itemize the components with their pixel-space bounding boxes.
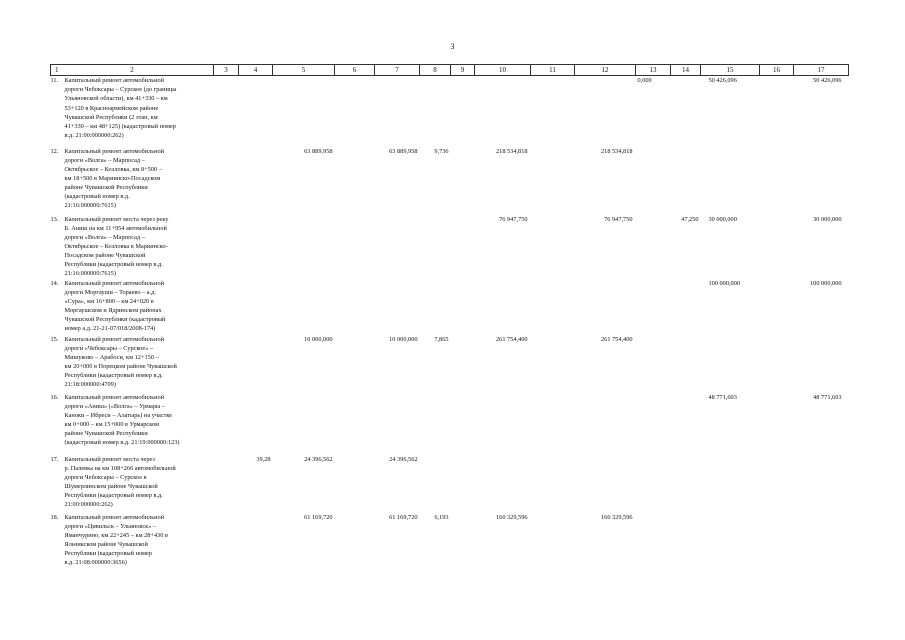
cell-col-16 xyxy=(760,393,794,455)
cell-col-6 xyxy=(335,455,375,513)
cell-col-16 xyxy=(760,215,794,279)
cell-col-15 xyxy=(701,147,760,215)
cell-col-14 xyxy=(671,279,701,335)
row-description: Капитальный ремонт моста через реку Б. Аниш на км 11+954 автомобильной дороги «Волга» – Марпосад – Октябрьское – Козловка в Мариинско- Посадском районе Чувашской Республики (кадастровый номер в.д. 21:16:000000:7615) xyxy=(64,215,169,278)
cell-col-7 xyxy=(375,215,420,279)
cell-col-15 xyxy=(701,335,760,393)
column-header: 15 xyxy=(701,65,760,76)
cell-col-16 xyxy=(760,513,794,575)
cell-col-3 xyxy=(214,335,239,393)
cell-col-4 xyxy=(239,513,273,575)
cell-col-17 xyxy=(794,513,849,575)
cell-col-13 xyxy=(636,513,671,575)
cell-col-8 xyxy=(420,393,451,455)
row-description: Капитальный ремонт автомобильной дороги «Аниш» («Волга» – Урмары – Каноки – Ибреси – Алатырь) на участке км 0+000 – км 15+000 в Урмарском районе Чувашской Республики (кадастровый номер в.д. 21:19:000000:123) xyxy=(64,393,180,447)
cell-col-12: 160 329,596 xyxy=(601,513,633,521)
cell-col-6 xyxy=(335,76,375,147)
cell-col-15: 30 000,000 xyxy=(708,215,737,223)
cell-col-5: 24 396,562 xyxy=(304,455,333,463)
cell-col-9 xyxy=(451,279,475,335)
row-description-cell xyxy=(51,393,214,455)
cell-col-14 xyxy=(671,513,701,575)
cell-col-17: 50 426,096 xyxy=(813,77,842,85)
repair-schedule-table xyxy=(50,64,849,575)
cell-col-8 xyxy=(420,279,451,335)
cell-col-13 xyxy=(636,147,671,215)
cell-col-9 xyxy=(451,147,475,215)
cell-col-3 xyxy=(214,513,239,575)
cell-col-6 xyxy=(335,215,375,279)
cell-col-6 xyxy=(335,335,375,393)
column-header-1-2 xyxy=(51,65,214,76)
cell-col-10: 76 947,750 xyxy=(499,215,528,223)
row-description-cell xyxy=(51,76,214,147)
row-number: 11. xyxy=(50,77,59,85)
cell-col-9 xyxy=(451,76,475,147)
column-header: 1 xyxy=(55,66,59,74)
cell-col-17 xyxy=(794,335,849,393)
cell-col-3 xyxy=(214,393,239,455)
cell-col-5: 61 169,720 xyxy=(304,513,333,521)
cell-col-11 xyxy=(531,455,575,513)
cell-col-11 xyxy=(531,513,575,575)
cell-col-6 xyxy=(335,147,375,215)
cell-col-14 xyxy=(671,76,701,147)
column-header: 8 xyxy=(420,65,451,76)
row-description-cell xyxy=(51,279,214,335)
column-header: 16 xyxy=(760,65,794,76)
cell-col-14: 47,250 xyxy=(681,215,699,223)
cell-col-7: 10 000,000 xyxy=(389,335,418,343)
column-header: 6 xyxy=(335,65,375,76)
cell-col-7 xyxy=(375,393,420,455)
cell-col-15 xyxy=(701,513,760,575)
row-number: 17. xyxy=(50,455,59,463)
cell-col-4 xyxy=(239,147,273,215)
column-header: 11 xyxy=(531,65,575,76)
cell-col-7: 63 889,958 xyxy=(389,147,418,155)
row-description-cell xyxy=(51,513,214,575)
cell-col-8: 7,865 xyxy=(434,335,449,343)
cell-col-6 xyxy=(335,393,375,455)
cell-col-11 xyxy=(531,215,575,279)
cell-col-5 xyxy=(273,215,335,279)
cell-col-8 xyxy=(420,215,451,279)
cell-col-4 xyxy=(239,215,273,279)
row-description-cell xyxy=(51,147,214,215)
cell-col-12 xyxy=(575,393,636,455)
cell-col-17: 48 771,603 xyxy=(813,393,842,401)
cell-col-3 xyxy=(214,215,239,279)
table-row xyxy=(51,393,849,455)
row-description-cell xyxy=(51,455,214,513)
cell-col-4 xyxy=(239,76,273,147)
cell-col-10: 261 754,400 xyxy=(496,335,528,343)
column-header: 13 xyxy=(636,65,671,76)
column-header: 5 xyxy=(273,65,335,76)
cell-col-14 xyxy=(671,147,701,215)
cell-col-17 xyxy=(794,455,849,513)
cell-col-8 xyxy=(420,455,451,513)
cell-col-12: 76 947,750 xyxy=(604,215,633,223)
cell-col-12 xyxy=(575,76,636,147)
cell-col-10 xyxy=(475,279,531,335)
cell-col-17: 100 000,000 xyxy=(810,279,842,287)
cell-col-8: 9,736 xyxy=(434,147,449,155)
cell-col-15: 48 771,603 xyxy=(708,393,737,401)
cell-col-9 xyxy=(451,393,475,455)
cell-col-7 xyxy=(375,279,420,335)
cell-col-16 xyxy=(760,76,794,147)
cell-col-11 xyxy=(531,147,575,215)
table-body xyxy=(51,76,849,575)
cell-col-4: 39,28 xyxy=(256,455,271,463)
column-header: 17 xyxy=(794,65,849,76)
cell-col-11 xyxy=(531,76,575,147)
cell-col-11 xyxy=(531,279,575,335)
cell-col-13 xyxy=(636,393,671,455)
row-number: 15. xyxy=(50,335,59,343)
cell-col-7: 24 396,562 xyxy=(389,455,418,463)
cell-col-3 xyxy=(214,76,239,147)
cell-col-15 xyxy=(701,455,760,513)
row-number: 18. xyxy=(50,513,59,521)
row-description-cell xyxy=(51,215,214,279)
cell-col-3 xyxy=(214,147,239,215)
cell-col-9 xyxy=(451,513,475,575)
table-row xyxy=(51,279,849,335)
cell-col-12 xyxy=(575,455,636,513)
cell-col-15: 50 426,096 xyxy=(708,77,737,85)
cell-col-15: 100 000,000 xyxy=(708,279,740,287)
cell-col-11 xyxy=(531,393,575,455)
cell-col-16 xyxy=(760,455,794,513)
column-header: 7 xyxy=(375,65,420,76)
row-number: 16. xyxy=(50,393,59,401)
table-row xyxy=(51,455,849,513)
cell-col-4 xyxy=(239,279,273,335)
cell-col-16 xyxy=(760,335,794,393)
cell-col-17: 30 000,000 xyxy=(813,215,842,223)
cell-col-4 xyxy=(239,335,273,393)
table-row xyxy=(51,76,849,147)
cell-col-7: 61 169,720 xyxy=(389,513,418,521)
row-description: Капитальный ремонт автомобильной дороги Моргауши – Тораево – а.д. «Сура», км 16+800 – км 24+020 в Моргаушском и Ядринском районах Чувашской Республики (кадастровый номер а.д. 21-21-07/018/2008-174) xyxy=(64,279,166,333)
column-number-header xyxy=(51,65,849,76)
cell-col-12 xyxy=(575,279,636,335)
cell-col-5: 63 889,958 xyxy=(304,147,333,155)
cell-col-6 xyxy=(335,279,375,335)
cell-col-5: 10 000,000 xyxy=(304,335,333,343)
cell-col-9 xyxy=(451,335,475,393)
row-number: 12. xyxy=(50,147,59,155)
table-row xyxy=(51,215,849,279)
cell-col-10 xyxy=(475,393,531,455)
table-row xyxy=(51,335,849,393)
cell-col-10: 160 329,596 xyxy=(496,513,528,521)
cell-col-13 xyxy=(636,279,671,335)
row-description: Капитальный ремонт автомобильной дороги «Цивильск – Ульяновск» – Яманчурино, км 22+245 – км 28+430 в Яльчикском районе Чувашской Республики (кадастровый номер в.д. 21:08:000000:3656) xyxy=(64,513,168,567)
cell-col-13 xyxy=(636,335,671,393)
cell-col-12: 261 754,400 xyxy=(601,335,633,343)
cell-col-16 xyxy=(760,147,794,215)
cell-col-13 xyxy=(636,215,671,279)
cell-col-12: 218 534,818 xyxy=(601,147,633,155)
cell-col-17 xyxy=(794,147,849,215)
cell-col-4 xyxy=(239,393,273,455)
cell-col-3 xyxy=(214,279,239,335)
cell-col-3 xyxy=(214,455,239,513)
row-number: 13. xyxy=(50,215,59,223)
cell-col-7 xyxy=(375,76,420,147)
cell-col-10 xyxy=(475,76,531,147)
cell-col-13: 0,000 xyxy=(637,77,652,85)
cell-col-16 xyxy=(760,279,794,335)
cell-col-8: 6,193 xyxy=(434,513,449,521)
row-number: 14. xyxy=(50,279,59,287)
cell-col-14 xyxy=(671,455,701,513)
column-header: 9 xyxy=(451,65,475,76)
cell-col-5 xyxy=(273,393,335,455)
table-row xyxy=(51,513,849,575)
column-header: 14 xyxy=(671,65,701,76)
cell-col-13 xyxy=(636,455,671,513)
cell-col-10 xyxy=(475,455,531,513)
row-description: Капитальный ремонт моста через р. Палевка на км 108+266 автомобильной дороги Чебоксары – Сурское в Шумерлинском районе Чувашской Республики (кадастровый номер в.д. 21:00:000000:262) xyxy=(64,455,176,509)
cell-col-6 xyxy=(335,513,375,575)
cell-col-8 xyxy=(420,76,451,147)
table-row xyxy=(51,147,849,215)
cell-col-9 xyxy=(451,455,475,513)
cell-col-5 xyxy=(273,76,335,147)
column-header: 4 xyxy=(239,65,273,76)
cell-col-14 xyxy=(671,393,701,455)
cell-col-10: 218 534,818 xyxy=(496,147,528,155)
cell-col-14 xyxy=(671,335,701,393)
column-header: 12 xyxy=(575,65,636,76)
row-description-cell xyxy=(51,335,214,393)
page-number: 3 xyxy=(450,42,455,51)
cell-col-9 xyxy=(451,215,475,279)
row-description: Капитальный ремонт автомобильной дороги «Волга» – Марпосад – Октябрьское – Козловка, км 8+500 – км 18+500 в Мариинско-Посадском районе Чувашской Республики (кадастровый номер в.д. 21:16:000000:7615) xyxy=(64,147,164,210)
row-description: Капитальный ремонт автомобильной дороги Чебоксары – Сурское (до границы Ульяновской области), км 41+330 – км 53+120 в Красноармейском районе Чувашской Республики (2 этап, км 41+330 – км 48+125) (кадастровый номер в.д. 21:00:000000:262) xyxy=(64,77,177,139)
column-header: 10 xyxy=(475,65,531,76)
column-header: 3 xyxy=(214,65,239,76)
cell-col-11 xyxy=(531,335,575,393)
column-header: 2 xyxy=(130,66,134,74)
row-description: Капитальный ремонт автомобильной дороги «Чебоксары – Сурское» – Мишуково – Арабоси, км 12+150 – км 20+000 в Порецком районе Чувашской Республики (кадастровый номер в.д. 21:18:000000:4709) xyxy=(64,335,177,389)
cell-col-5 xyxy=(273,279,335,335)
